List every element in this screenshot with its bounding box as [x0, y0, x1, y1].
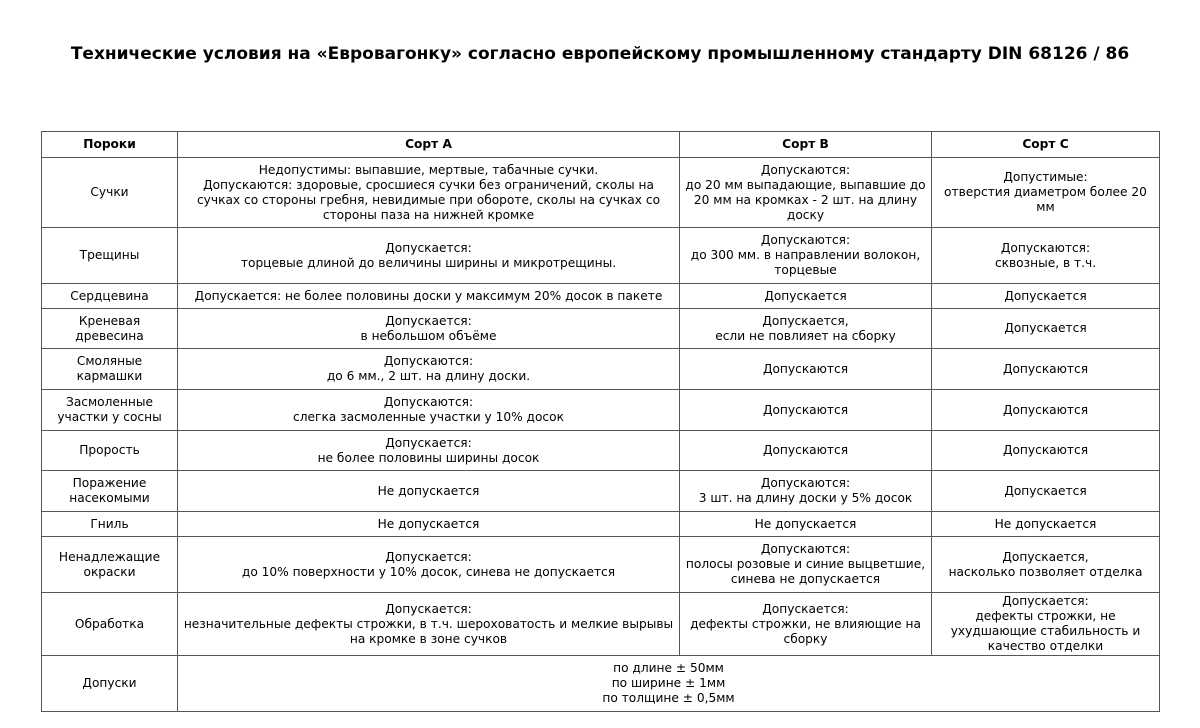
grade-a-cell: Допускается: в небольшом объёме [178, 309, 680, 349]
table-row [42, 228, 1160, 284]
header-row [42, 132, 1160, 158]
table-row [42, 593, 1160, 656]
table-row [42, 471, 1160, 512]
grade-b-cell: Допускается: дефекты строжки, не влияющие на сборку [680, 593, 932, 656]
grade-c-cell: Допускается, насколько позволяет отделка [932, 537, 1160, 593]
grade-a-cell: Допускается: до 10% поверхности у 10% досок, синева не допускается [178, 537, 680, 593]
grade-c-cell: Допускаются: сквозные, в т.ч. [932, 228, 1160, 284]
page-title: Технические условия на «Евровагонку» согласно европейскому промышленному стандарту DIN 68126 / 86 [70, 44, 1130, 64]
table-row [42, 349, 1160, 390]
grade-c-cell: Допускается: дефекты строжки, не ухудшающие стабильность и качество отделки [932, 593, 1160, 656]
tolerance-values-cell: по длине ± 50мм по ширине ± 1мм по толщине ± 0,5мм [178, 656, 1160, 712]
tolerance-row [42, 656, 1160, 712]
table-row [42, 512, 1160, 537]
grade-b-cell: Допускаются [680, 349, 932, 390]
defect-cell: Ненадлежащие окраски [42, 537, 178, 593]
grade-a-cell: Не допускается [178, 471, 680, 512]
defect-cell: Засмоленные участки у сосны [42, 390, 178, 431]
grade-b-cell: Допускается [680, 284, 932, 309]
grade-c-cell: Допускается [932, 284, 1160, 309]
grade-c-cell: Не допускается [932, 512, 1160, 537]
header-grade-a: Сорт A [178, 132, 680, 158]
table-row [42, 537, 1160, 593]
grade-b-cell: Допускаются [680, 390, 932, 431]
table-row [42, 284, 1160, 309]
grade-c-cell: Допускаются [932, 349, 1160, 390]
grade-a-cell: Допускается: не более половины ширины досок [178, 431, 680, 471]
grade-c-cell: Допускаются [932, 431, 1160, 471]
header-defects: Пороки [42, 132, 178, 158]
table-row [42, 158, 1160, 228]
spec-table [41, 131, 1160, 712]
grade-b-cell: Допускается, если не повлияет на сборку [680, 309, 932, 349]
grade-a-cell: Допускаются: до 6 мм., 2 шт. на длину доски. [178, 349, 680, 390]
defect-cell: Смоляные кармашки [42, 349, 178, 390]
defect-cell: Креневая древесина [42, 309, 178, 349]
defect-cell: Допуски [42, 656, 178, 712]
defect-cell: Сердцевина [42, 284, 178, 309]
header-grade-c: Сорт C [932, 132, 1160, 158]
grade-a-cell: Недопустимы: выпавшие, мертвые, табачные сучки. Допускаются: здоровые, сросшиеся сучки без ограничений, сколы на сучках со стороны гребня, невидимые при обороте, сколы на сучках со стороны паза на нижней кромке [178, 158, 680, 228]
defect-cell: Поражение насекомыми [42, 471, 178, 512]
grade-b-cell: Допускаются [680, 431, 932, 471]
grade-b-cell: Допускаются: 3 шт. на длину доски у 5% досок [680, 471, 932, 512]
grade-c-cell: Допускаются [932, 390, 1160, 431]
grade-c-cell: Допустимые: отверстия диаметром более 20 мм [932, 158, 1160, 228]
defect-cell: Обработка [42, 593, 178, 656]
grade-c-cell: Допускается [932, 309, 1160, 349]
defect-cell: Гниль [42, 512, 178, 537]
defect-cell: Прорость [42, 431, 178, 471]
header-grade-b: Сорт B [680, 132, 932, 158]
grade-a-cell: Допускается: торцевые длиной до величины ширины и микротрещины. [178, 228, 680, 284]
grade-b-cell: Допускаются: до 300 мм. в направлении волокон, торцевые [680, 228, 932, 284]
grade-b-cell: Допускаются: до 20 мм выпадающие, выпавшие до 20 мм на кромках - 2 шт. на длину доску [680, 158, 932, 228]
defect-cell: Трещины [42, 228, 178, 284]
grade-a-cell: Не допускается [178, 512, 680, 537]
grade-a-cell: Допускается: незначительные дефекты строжки, в т.ч. шероховатость и мелкие вырывы на кромке в зоне сучков [178, 593, 680, 656]
table-row [42, 431, 1160, 471]
table-row [42, 390, 1160, 431]
grade-a-cell: Допускаются: слегка засмоленные участки у 10% досок [178, 390, 680, 431]
grade-b-cell: Не допускается [680, 512, 932, 537]
grade-a-cell: Допускается: не более половины доски у максимум 20% досок в пакете [178, 284, 680, 309]
grade-b-cell: Допускаются: полосы розовые и синие выцветшие, синева не допускается [680, 537, 932, 593]
grade-c-cell: Допускается [932, 471, 1160, 512]
table-row [42, 309, 1160, 349]
defect-cell: Сучки [42, 158, 178, 228]
